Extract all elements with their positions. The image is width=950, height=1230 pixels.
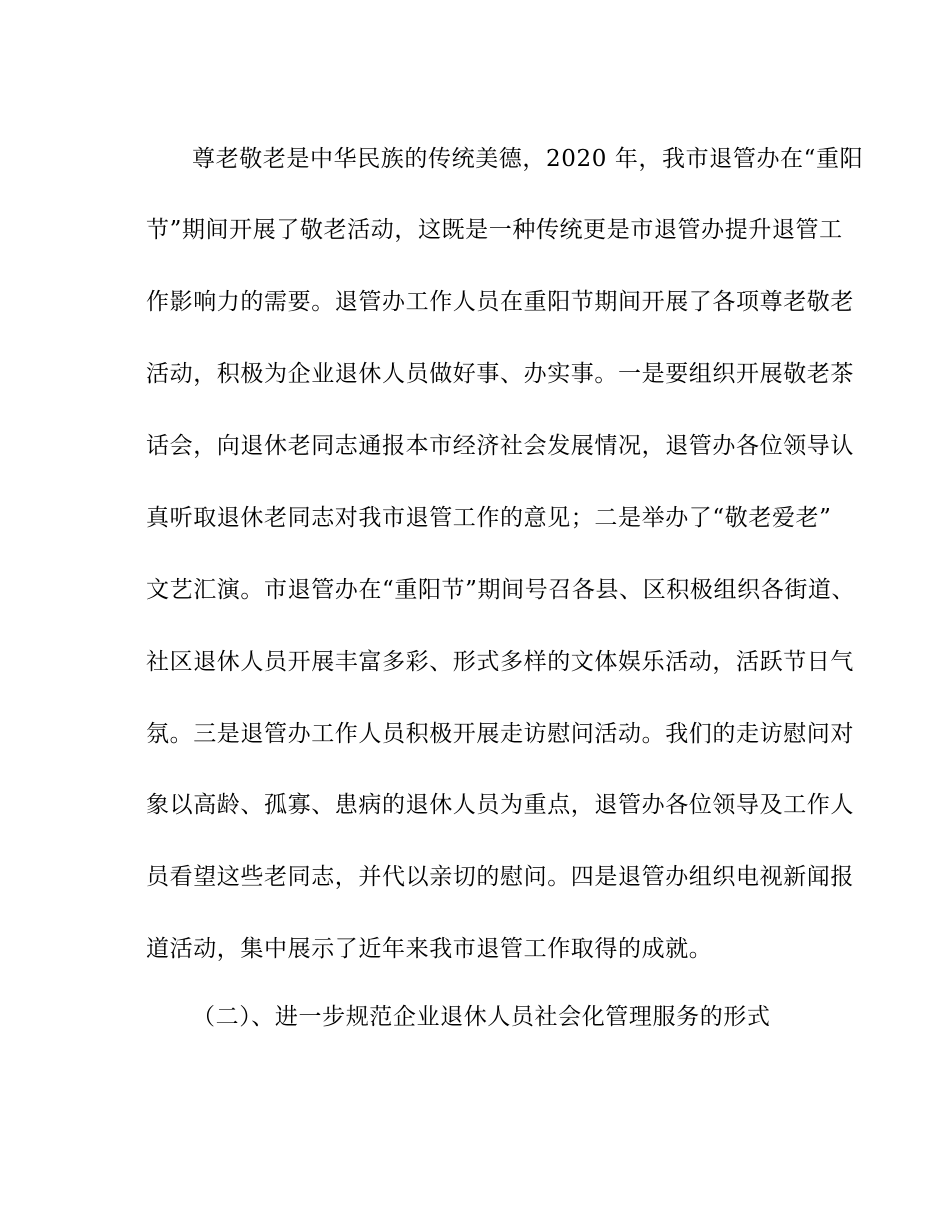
paragraph-line: 象以高龄、孤寡、患病的退休人员为重点，退管办各位领导及工作人: [146, 792, 854, 818]
paragraph-line: 作影响力的需要。退管办工作人员在重阳节期间开展了各项尊老敬老: [146, 289, 854, 315]
paragraph-line: 道活动，集中展示了近年来我市退管工作取得的成就。: [146, 936, 713, 962]
paragraph-line: 文艺汇演。市退管办在“重阳节”期间号召各县、区积极组织各街道、: [146, 577, 856, 603]
paragraph-line: 社区退休人员开展丰富多彩、形式多样的文体娱乐活动，活跃节日气: [146, 649, 854, 675]
section-heading: （二）、进一步规范企业退休人员社会化管理服务的形式: [192, 1004, 771, 1030]
paragraph-line: 活动，积极为企业退休人员做好事、办实事。一是要组织开展敬老茶: [146, 361, 854, 387]
paragraph-line: 话会，向退休老同志通报本市经济社会发展情况，退管办各位领导认: [146, 433, 854, 459]
paragraph-line: 真听取退休老同志对我市退管工作的意见；二是举办了“敬老爱老”: [146, 505, 832, 531]
paragraph-line: 员看望这些老同志，并代以亲切的慰问。四是退管办组织电视新闻报: [146, 864, 854, 890]
paragraph-line: 氛。三是退管办工作人员积极开展走访慰问活动。我们的走访慰问对: [146, 721, 854, 747]
paragraph-line: 节”期间开展了敬老活动，这既是一种传统更是市退管办提升退管工: [146, 217, 843, 243]
paragraph-line: 尊老敬老是中华民族的传统美德，2020 年，我市退管办在“重阳: [192, 146, 864, 172]
